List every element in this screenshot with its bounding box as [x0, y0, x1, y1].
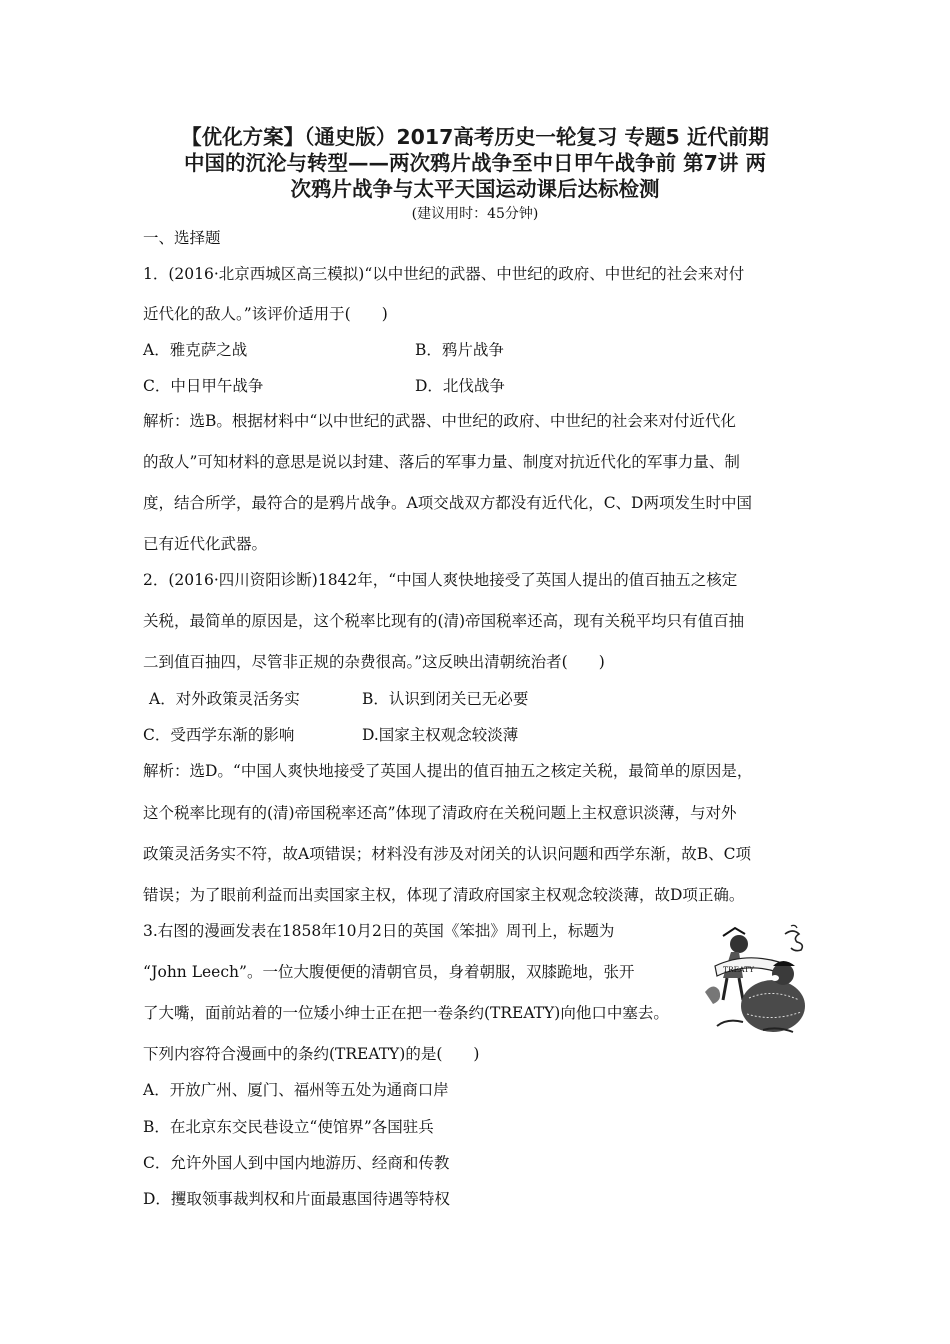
document-title — [120, 124, 830, 202]
q3-stem-line-3: 了大嘴，面前站着的一位矮小绅士正在把一卷条约(TREATY)向他口中塞去。 — [143, 1004, 669, 1022]
q1-stem-line-1: 1．(2016·北京西城区高三模拟)“以中世纪的武器、中世纪的政府、中世纪的社会来对付 — [143, 265, 745, 283]
q2-option-d: D.国家主权观念较淡薄 — [362, 726, 519, 744]
suggested-time: (建议用时：45分钟) — [411, 206, 539, 222]
title-line-1: 【优化方案】（通史版）2017高考历史一轮复习 专题5 近代前期 — [181, 125, 769, 149]
q2-analysis-line-3: 政策灵活务实不符，故A项错误；材料没有涉及对闭关的认识问题和西学东渐，故B、C项 — [143, 845, 751, 863]
q1-option-a: A．雅克萨之战 — [143, 341, 248, 359]
q2-analysis-line-1: 解析：选D。“中国人爽快地接受了英国人提出的值百抽五之核定关税，最简单的原因是， — [143, 762, 753, 780]
q3-stem-line-2: “John Leech”。一位大腹便便的清朝官员，身着朝服，双膝跪地，张开 — [143, 963, 635, 981]
q2-stem-line-2: 关税，最简单的原因是，这个税率比现有的(清)帝国税率还高，现有关税平均只有值百抽 — [143, 612, 745, 630]
q2-stem-line-3: 二到值百抽四，尽管非正规的杂费很高。”这反映出清朝统治者( ) — [143, 653, 605, 671]
treaty-label: TREATY — [723, 965, 755, 974]
q1-analysis-line-4: 已有近代化武器。 — [143, 535, 268, 553]
q1-analysis-line-1: 解析：选B。根据材料中“以中世纪的武器、中世纪的政府、中世纪的社会来对付近代化 — [143, 412, 736, 430]
q3-option-b: B．在北京东交民巷设立“使馆界”各国驻兵 — [143, 1118, 434, 1136]
q1-option-d: D．北伐战争 — [415, 377, 505, 395]
q3-option-d: D．攫取领事裁判权和片面最惠国待遇等特权 — [143, 1190, 450, 1208]
title-line-3: 次鸦片战争与太平天国运动课后达标检测 — [290, 177, 660, 201]
q2-analysis-line-2: 这个税率比现有的(清)帝国税率还高”体现了清政府在关税问题上主权意识淡薄，与对外 — [143, 804, 737, 822]
section-title: 一、选择题 — [143, 229, 221, 247]
q1-stem-line-2: 近代化的敌人。”该评价适用于( ) — [143, 305, 388, 323]
title-line-2: 中国的沉沦与转型——两次鸦片战争至中日甲午战争前 第7讲 两 — [183, 151, 767, 175]
q2-option-a: A．对外政策灵活务实 — [149, 690, 300, 708]
q3-option-a: A．开放广州、厦门、福州等五处为通商口岸 — [143, 1081, 449, 1099]
q1-analysis-line-2: 的敌人”可知材料的意思是说以封建、落后的军事力量、制度对抗近代化的军事力量、制 — [143, 453, 740, 471]
q1-analysis-line-3: 度，结合所学，最符合的是鸦片战争。A项交战双方都没有近代化，C、D两项发生时中国 — [143, 494, 752, 512]
q2-analysis-line-4: 错误；为了眼前利益而出卖国家主权，体现了清政府国家主权观念较淡薄，故D项正确。 — [143, 886, 745, 904]
q1-option-c: C．中日甲午战争 — [143, 377, 264, 395]
treaty-cartoon-image — [703, 922, 811, 1038]
q2-stem-line-1: 2．(2016·四川资阳诊断)1842年，“中国人爽快地接受了英国人提出的值百抽五之核定 — [143, 571, 738, 589]
q1-option-b: B．鸦片战争 — [415, 341, 504, 359]
q3-stem-line-4: 下列内容符合漫画中的条约(TREATY)的是( ) — [143, 1045, 480, 1063]
q2-option-b: B．认识到闭关已无必要 — [362, 690, 529, 708]
q2-option-c: C．受西学东渐的影响 — [143, 726, 295, 744]
q3-option-c: C．允许外国人到中国内地游历、经商和传教 — [143, 1154, 450, 1172]
q3-stem-line-1: 3.右图的漫画发表在1858年10月2日的英国《笨拙》周刊上，标题为 — [143, 922, 615, 940]
